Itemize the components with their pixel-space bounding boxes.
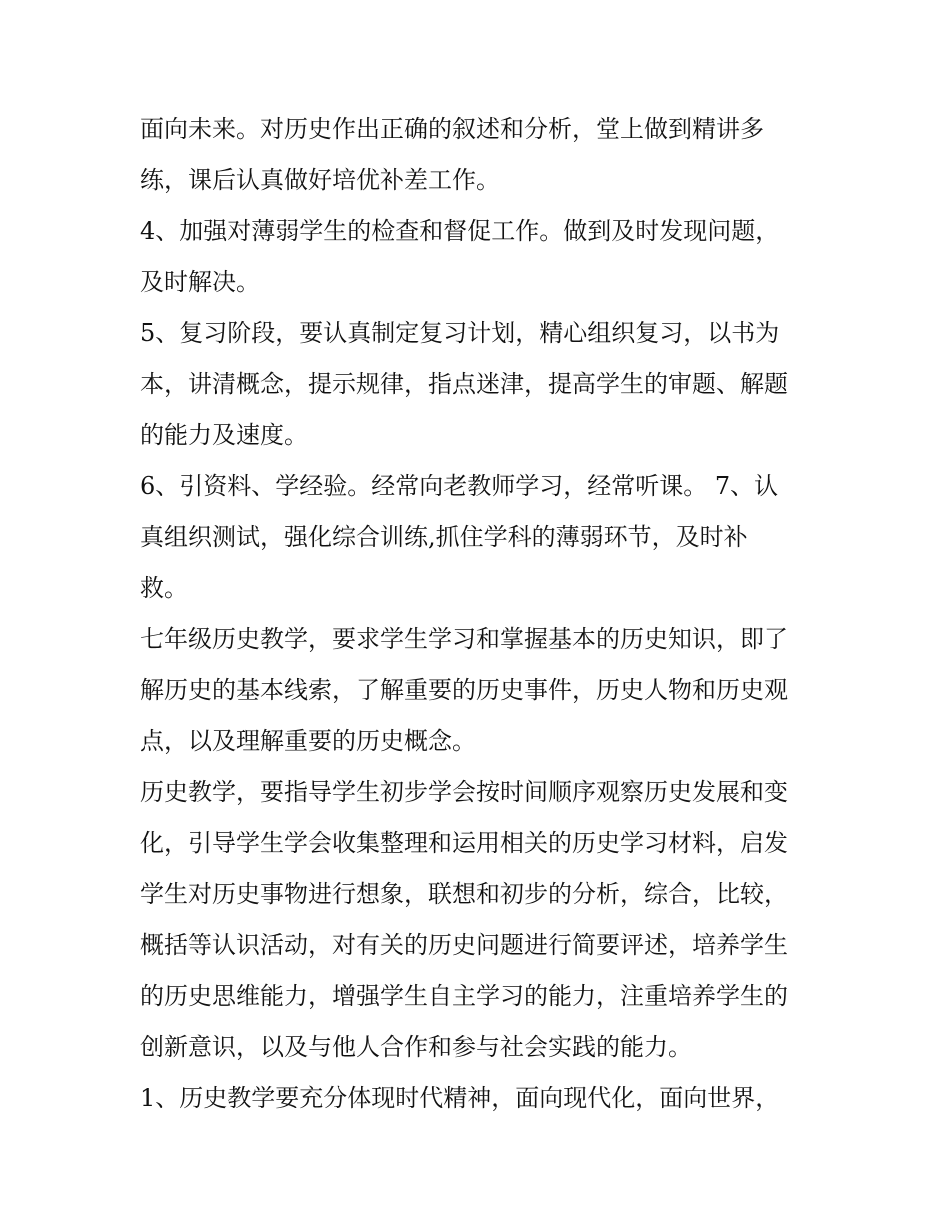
document-body bbox=[140, 104, 830, 1124]
text-line: 七年级历史教学，要求学生学习和掌握基本的历史知识，即了 bbox=[140, 625, 788, 653]
text-line: 面向未来。对历史作出正确的叙述和分析，堂上做到精讲多 bbox=[140, 115, 764, 143]
text-line: 历史教学，要指导学生初步学会按时间顺序观察历史发展和变 bbox=[140, 778, 788, 806]
text-line: 点，以及理解重要的历史概念。 bbox=[140, 727, 476, 755]
text-line: 救。 bbox=[140, 574, 188, 602]
text-line: 本，讲清概念，提示规律，指点迷津，提高学生的审题、解题 bbox=[140, 370, 788, 398]
text-line: 及时解决。 bbox=[140, 268, 260, 296]
text-line: 的能力及速度。 bbox=[140, 421, 308, 449]
text-line: 练，课后认真做好培优补差工作。 bbox=[140, 166, 500, 194]
text-line: 6、引资料、学经验。经常向老教师学习，经常听课。 7、认 bbox=[140, 472, 779, 500]
text-line: 解历史的基本线索，了解重要的历史事件，历史人物和历史观 bbox=[140, 676, 788, 704]
text-line: 的历史思维能力，增强学生自主学习的能力，注重培养学生的 bbox=[140, 982, 788, 1010]
text-line: 5、复习阶段，要认真制定复习计划，精心组织复习，以书为 bbox=[140, 319, 780, 347]
text-line: 创新意识，以及与他人合作和参与社会实践的能力。 bbox=[140, 1033, 692, 1061]
text-line: 概括等认识活动，对有关的历史问题进行简要评述，培养学生 bbox=[140, 931, 788, 959]
text-line: 真组织测试，强化综合训练,抓住学科的薄弱环节，及时补 bbox=[140, 523, 748, 551]
text-line: 化，引导学生学会收集整理和运用相关的历史学习材料，启发 bbox=[140, 829, 788, 857]
text-line: 1、历史教学要充分体现时代精神，面向现代化，面向世界， bbox=[140, 1084, 780, 1112]
text-line: 学生对历史事物进行想象，联想和初步的分析，综合，比较， bbox=[140, 880, 788, 908]
text-line: 4、加强对薄弱学生的检查和督促工作。做到及时发现问题， bbox=[140, 217, 780, 245]
